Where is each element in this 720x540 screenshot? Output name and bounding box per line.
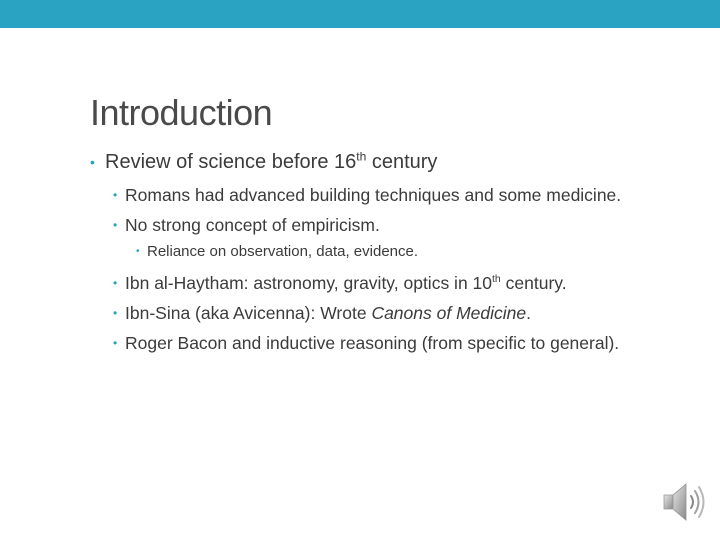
bullet-review-of-science xyxy=(90,148,630,176)
bullet-romans xyxy=(90,184,630,206)
bullet-text: Ibn-Sina (aka Avicenna): Wrote xyxy=(125,303,372,323)
bullet-text-suffix: century xyxy=(366,151,438,173)
bullet-text: No strong concept of empiricism. xyxy=(125,215,380,235)
bullet-ibn-al-haytham xyxy=(90,272,630,294)
speaker-icon[interactable] xyxy=(660,478,708,526)
bullet-dot: • xyxy=(113,218,118,232)
slide-title: Introduction xyxy=(90,92,273,133)
bullet-text-suffix: century. xyxy=(500,273,567,293)
bullet-text: Review of science before 16 xyxy=(105,151,357,173)
superscript: th xyxy=(492,273,501,286)
bullet-dot: • xyxy=(113,188,118,202)
book-title: Canons of Medicine xyxy=(371,303,527,323)
bullet-text: Reliance on observation, data, evidence. xyxy=(147,243,419,260)
bullet-empiricism xyxy=(90,214,630,236)
bullet-list xyxy=(90,148,630,354)
bullet-roger-bacon xyxy=(90,332,630,354)
bullet-dot: • xyxy=(90,154,95,170)
bullet-ibn-sina xyxy=(90,302,630,324)
bullet-text: Roger Bacon and inductive reasoning (from specific to general). xyxy=(125,333,620,353)
bullet-text: Romans had advanced building techniques and some medicine. xyxy=(125,185,622,205)
bullet-dot: • xyxy=(113,276,118,290)
bullet-text: Ibn al-Haytham: astronomy, gravity, optics in 10 xyxy=(125,273,493,293)
bullet-reliance xyxy=(90,242,630,262)
bullet-text-suffix: . xyxy=(526,303,531,323)
superscript: th xyxy=(356,149,367,164)
bullet-dot: • xyxy=(136,246,140,257)
bullet-dot: • xyxy=(113,306,118,320)
bullet-dot: • xyxy=(113,336,118,350)
top-accent-bar xyxy=(0,0,720,28)
